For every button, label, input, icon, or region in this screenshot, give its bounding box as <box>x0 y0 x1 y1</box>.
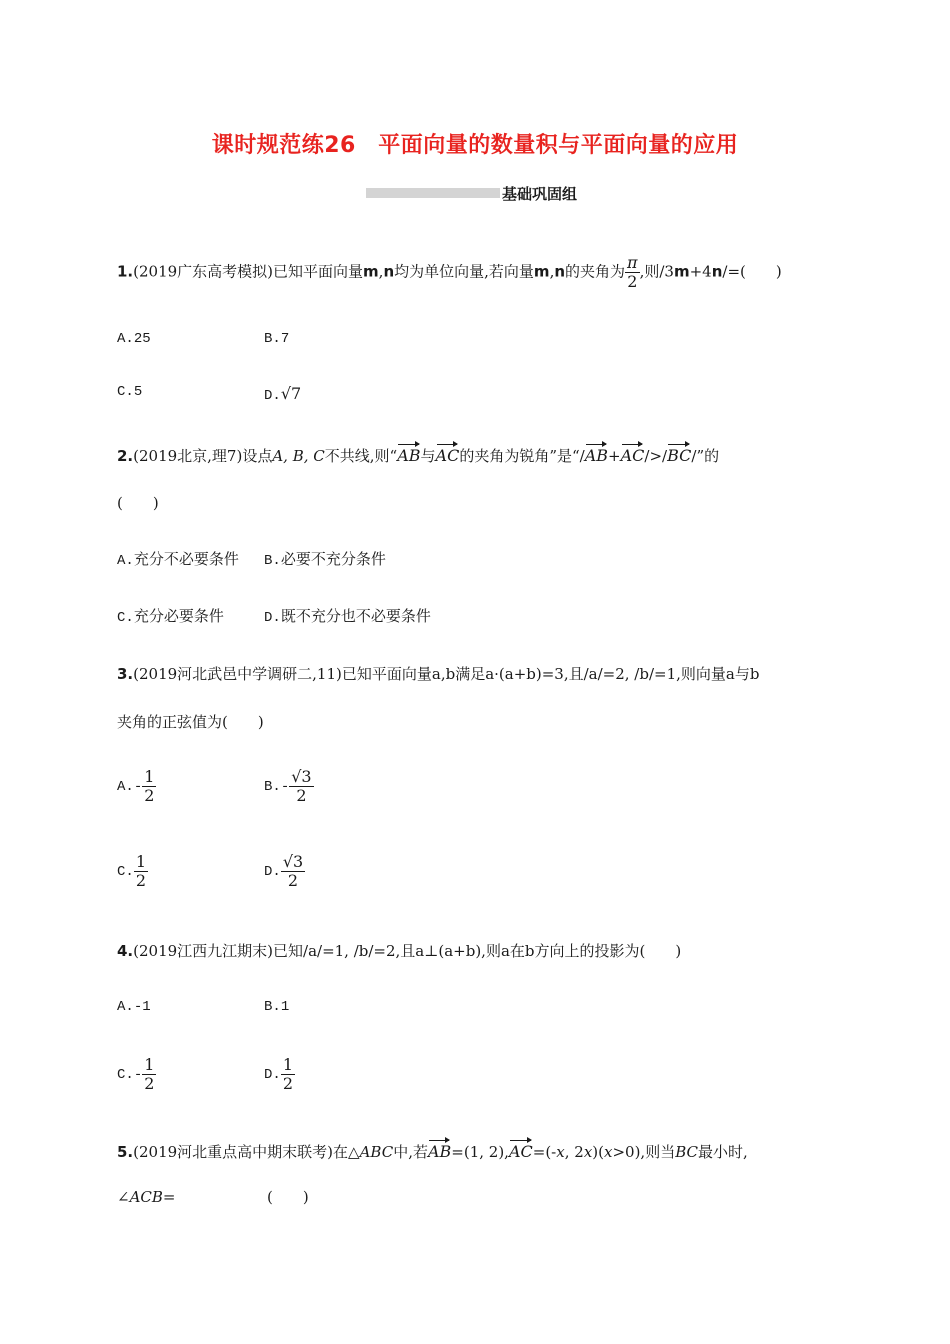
vector-ac: AC <box>436 440 460 466</box>
option-b[interactable]: B.7 <box>264 331 290 347</box>
section-bar <box>366 188 500 198</box>
question-3-line2: 夹角的正弦值为( ) <box>117 713 264 731</box>
fraction: $\frac{1}{2}$ <box>144 1055 155 1093</box>
question-number: 1. <box>117 262 134 281</box>
option-a[interactable]: A.-1 <box>117 999 151 1015</box>
option-c[interactable]: C.- $\frac{1}{2}$ <box>117 1055 155 1093</box>
fraction: $\frac{√3}{2}$ <box>282 852 304 890</box>
fraction: $\frac{\pi}{2}$ <box>627 253 638 291</box>
option-d[interactable]: D.既不充分也不必要条件 <box>264 607 431 626</box>
option-c[interactable]: C. $\frac{1}{2}$ <box>117 852 146 890</box>
option-d[interactable]: D.√7 <box>264 384 302 404</box>
option-b[interactable]: B.必要不充分条件 <box>264 550 386 569</box>
option-b[interactable]: B.1 <box>264 999 290 1015</box>
answer-paren: ( ) <box>117 494 159 512</box>
question-2: 2.(2019北京,理7)设点A, B, C不共线,则“AB与AC的夹角为锐角”是“/AB+AC/>/BC/”的 <box>117 440 719 466</box>
question-number: 4. <box>117 942 134 960</box>
vector-ab: AB <box>585 440 608 466</box>
fraction: $\frac{1}{2}$ <box>282 1055 293 1093</box>
option-d[interactable]: D. $\frac{1}{2}$ <box>264 1055 293 1093</box>
question-number: 5. <box>117 1143 134 1161</box>
vector-bc: BC <box>667 440 691 466</box>
question-5-line2: ∠ACB= <box>117 1188 176 1206</box>
option-c[interactable]: C.充分必要条件 <box>117 607 224 626</box>
vector-ab: AB <box>428 1136 451 1162</box>
vector-ac: AC <box>621 440 645 466</box>
option-c[interactable]: C.5 <box>117 384 143 400</box>
option-a[interactable]: A.- $\frac{1}{2}$ <box>117 767 155 805</box>
option-b[interactable]: B.- $\frac{√3}{2}$ <box>264 767 312 805</box>
option-a[interactable]: A.充分不必要条件 <box>117 550 239 569</box>
fraction: $\frac{1}{2}$ <box>135 852 146 890</box>
option-a[interactable]: A.25 <box>117 331 151 347</box>
question-1: 1.(2019广东高考模拟)已知平面向量m,n均为单位向量,若向量m,n的夹角为 $\frac{\pi}{2}$ ,则/3m+4n/=( ) <box>117 253 782 291</box>
section-heading: 基础巩固组 <box>502 185 578 203</box>
question-number: 2. <box>117 447 134 465</box>
fraction: $\frac{√3}{2}$ <box>291 767 312 805</box>
question-5: 5.(2019河北重点高中期末联考)在△ABC中,若AB=(1, 2),AC=(-x, 2x)(x>0),则当BC最小时, <box>117 1136 748 1162</box>
vector-ac: AC <box>509 1136 533 1162</box>
fraction: $\frac{1}{2}$ <box>144 767 155 805</box>
page-title: 课时规范练26 平面向量的数量积与平面向量的应用 <box>211 133 739 158</box>
option-d[interactable]: D. $\frac{√3}{2}$ <box>264 852 304 890</box>
question-number: 3. <box>117 665 134 683</box>
vector-ab: AB <box>397 440 420 466</box>
question-3: 3.(2019河北武邑中学调研二,11)已知平面向量a,b满足a·(a+b)=3,且/a/=2, /b/=1,则向量a与b <box>117 665 760 683</box>
question-4: 4.(2019江西九江期末)已知/a/=1, /b/=2,且a⊥(a+b),则a在b方向上的投影为( ) <box>117 942 682 960</box>
answer-paren: ( ) <box>267 1188 309 1206</box>
